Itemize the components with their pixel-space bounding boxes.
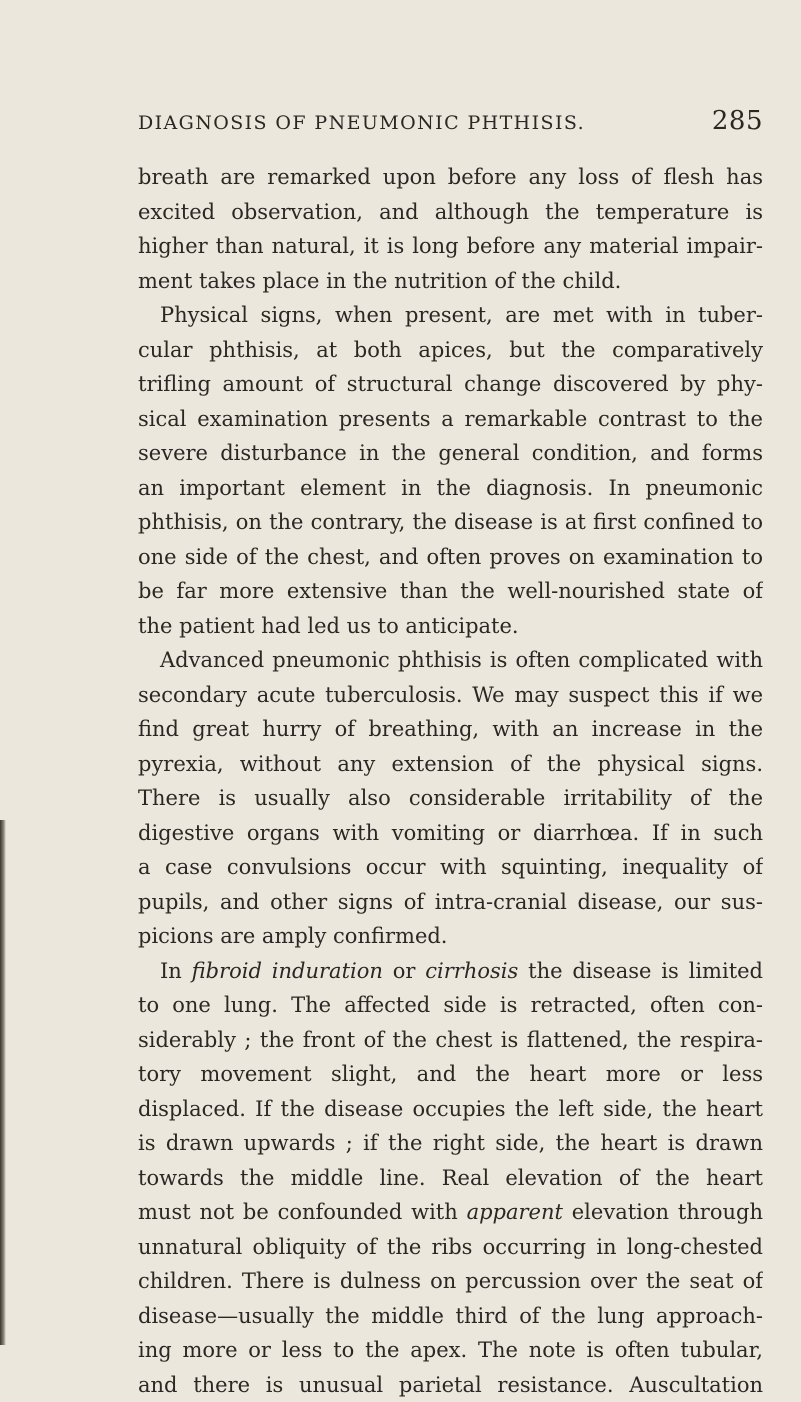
italic-term: cirrhosis	[425, 959, 518, 983]
text-run: In	[160, 959, 192, 983]
text-line	[138, 367, 763, 402]
running-head: DIAGNOSIS OF PNEUMONIC PHTHISIS.	[138, 112, 585, 134]
text-line	[138, 1126, 763, 1161]
text-run: There is usually also considerable irritability of the	[138, 786, 763, 810]
text-run: digestive organs with vomiting or diarrhœa. If in such	[138, 821, 763, 845]
text-line	[138, 264, 763, 299]
text-line	[138, 781, 763, 816]
text-run: pupils, and other signs of intra-cranial disease, our sus-	[138, 890, 763, 914]
text-line	[138, 1161, 763, 1196]
text-line	[138, 471, 763, 506]
text-line	[138, 540, 763, 575]
text-line	[138, 609, 763, 644]
text-run: pyrexia, without any extension of the physical signs.	[138, 752, 763, 776]
text-run: to one lung. The affected side is retracted, often con-	[138, 993, 763, 1017]
text-run: and there is unusual parietal resistance. Auscultation	[138, 1373, 763, 1397]
text-run: severe disturbance in the general condition, and forms	[138, 441, 763, 465]
text-line	[138, 885, 763, 920]
text-line	[138, 919, 763, 954]
text-run: siderably ; the front of the chest is flattened, the respira-	[138, 1028, 763, 1052]
text-run: phthisis, on the contrary, the disease is at first confined to	[138, 510, 763, 534]
text-line	[138, 505, 763, 540]
text-run: tory movement slight, and the heart more or less	[138, 1062, 763, 1086]
text-line	[138, 954, 763, 989]
italic-term: fibroid induration	[192, 959, 383, 983]
text-run: ing more or less to the apex. The note is often tubular,	[138, 1338, 763, 1362]
page-header	[138, 106, 763, 140]
page-binding-shadow	[0, 820, 6, 1345]
text-run: Advanced pneumonic phthisis is often complicated with	[160, 648, 763, 672]
text-run: or	[383, 959, 425, 983]
text-line	[138, 1264, 763, 1299]
text-line	[138, 850, 763, 885]
text-line	[138, 1368, 763, 1402]
text-line	[138, 678, 763, 713]
text-line	[138, 643, 763, 678]
text-run: unnatural obliquity of the ribs occurring in long-chested	[138, 1235, 763, 1259]
text-line	[138, 1023, 763, 1058]
text-run: is drawn upwards ; if the right side, the heart is drawn	[138, 1131, 763, 1155]
text-line	[138, 160, 763, 195]
italic-term: apparent	[467, 1200, 563, 1224]
text-line	[138, 333, 763, 368]
text-run: find great hurry of breathing, with an increase in the	[138, 717, 763, 741]
text-run: one side of the chest, and often proves on examination to	[138, 545, 763, 569]
text-line	[138, 574, 763, 609]
text-line	[138, 298, 763, 333]
text-run: disease—usually the middle third of the lung approach-	[138, 1304, 763, 1328]
text-line	[138, 1230, 763, 1265]
text-run: elevation through	[563, 1200, 763, 1224]
text-run: breath are remarked upon before any loss of flesh has	[138, 165, 763, 189]
text-run: displaced. If the disease occupies the left side, the heart	[138, 1097, 763, 1121]
text-run: must not be confounded with	[138, 1200, 467, 1224]
text-line	[138, 229, 763, 264]
text-line	[138, 988, 763, 1023]
text-run: cular phthisis, at both apices, but the comparatively	[138, 338, 763, 362]
text-line	[138, 195, 763, 230]
text-run: excited observation, and although the temperature is	[138, 200, 763, 224]
text-line	[138, 816, 763, 851]
text-line	[138, 1299, 763, 1334]
body-text	[138, 160, 763, 1402]
text-run: an important element in the diagnosis. In pneumonic	[138, 476, 763, 500]
text-run: higher than natural, it is long before any material impair-	[138, 234, 763, 258]
text-run: the disease is limited	[518, 959, 763, 983]
text-run: ment takes place in the nutrition of the child.	[138, 269, 621, 293]
text-run: Physical signs, when present, are met with in tuber-	[160, 303, 763, 327]
text-line	[138, 1333, 763, 1368]
text-line	[138, 712, 763, 747]
text-line	[138, 402, 763, 437]
text-run: picions are amply confirmed.	[138, 924, 447, 948]
text-run: sical examination presents a remarkable contrast to the	[138, 407, 763, 431]
text-line	[138, 1092, 763, 1127]
text-line	[138, 1057, 763, 1092]
text-run: the patient had led us to anticipate.	[138, 614, 519, 638]
text-line	[138, 747, 763, 782]
text-run: towards the middle line. Real elevation of the heart	[138, 1166, 763, 1190]
text-run: be far more extensive than the well-nourished state of	[138, 579, 763, 603]
page-number: 285	[712, 106, 763, 136]
text-run: a case convulsions occur with squinting, inequality of	[138, 855, 763, 879]
text-run: trifling amount of structural change discovered by phy-	[138, 372, 763, 396]
text-run: children. There is dulness on percussion over the seat of	[138, 1269, 763, 1293]
text-run: secondary acute tuberculosis. We may suspect this if we	[138, 683, 763, 707]
text-line	[138, 436, 763, 471]
text-line	[138, 1195, 763, 1230]
